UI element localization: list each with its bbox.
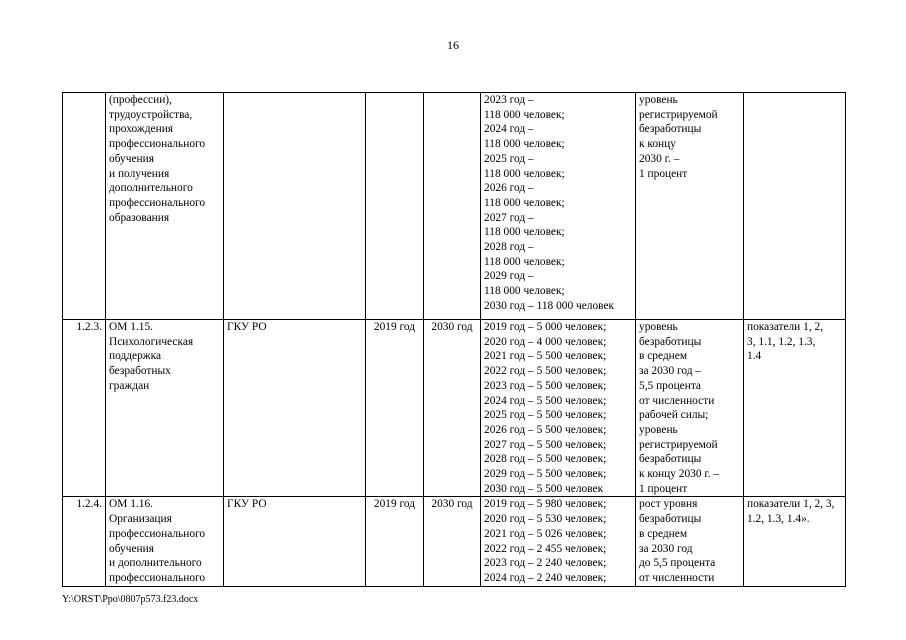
executor: ГКУ РО xyxy=(224,320,366,497)
text-line: граждан xyxy=(109,379,150,392)
measure-name xyxy=(106,497,224,586)
text-line: 118 000 человек; xyxy=(484,285,565,298)
text-line: 2019 год – 5 000 человек; xyxy=(484,321,607,333)
text-line: профессионального xyxy=(109,527,206,540)
text-line: 2027 год – 5 500 человек; xyxy=(484,438,607,451)
text-line: к концу xyxy=(639,138,676,151)
table-row xyxy=(63,497,846,586)
file-path-footer: Y:\ORST\Ppo\0807p573.f23.docx xyxy=(62,594,199,605)
text-line: безработицы xyxy=(639,513,702,526)
text-line: 2028 год – xyxy=(484,241,534,254)
text-line: (профессии), xyxy=(109,94,172,106)
text-line: 2025 год – 5 500 человек; xyxy=(484,409,607,422)
related-indicators xyxy=(744,93,846,320)
target-values xyxy=(481,93,636,320)
text-line: профессионального xyxy=(109,571,206,584)
text-line: 2030 год – 118 000 человек xyxy=(484,299,615,312)
target-values xyxy=(481,497,636,586)
text-line: 2022 год – 5 500 человек; xyxy=(484,365,607,378)
text-line: безработицы xyxy=(639,453,702,466)
text-line: 118 000 человек; xyxy=(484,255,565,268)
text-line: показатели 1, 2, xyxy=(747,321,824,333)
end-year: 2030 год xyxy=(424,497,481,586)
text-line: 118 000 человек; xyxy=(484,226,565,239)
text-line: рост уровня xyxy=(639,498,698,511)
related-indicators xyxy=(744,320,846,497)
start-year: 2019 год xyxy=(366,320,424,497)
text-line: и дополнительного xyxy=(109,557,202,570)
text-line: регистрируемой xyxy=(639,438,718,451)
text-line: за 2030 год – xyxy=(639,365,702,378)
executor xyxy=(224,93,366,320)
text-line: 3, 1.1, 1.2, 1.3, xyxy=(747,335,816,348)
expected-result xyxy=(636,497,744,586)
text-line: 2024 год – 2 240 человек; xyxy=(484,571,607,584)
text-line: 2020 год – 5 530 человек; xyxy=(484,513,607,526)
text-line: 118 000 человек; xyxy=(484,167,565,180)
text-line: 2026 год – 5 500 человек; xyxy=(484,423,607,436)
text-line: 2029 год – 5 500 человек; xyxy=(484,468,607,481)
text-line: дополнительного xyxy=(109,182,193,195)
measure-name xyxy=(106,320,224,497)
expected-result xyxy=(636,320,744,497)
row-number: 1.2.4. xyxy=(63,497,106,586)
text-line: до 5,5 процента xyxy=(639,557,716,570)
row-number xyxy=(63,93,106,320)
text-line: образования xyxy=(109,211,170,224)
text-line: 2028 год – 5 500 человек; xyxy=(484,453,607,466)
expected-result xyxy=(636,93,744,320)
text-line: 2021 год – 5 500 человек; xyxy=(484,350,607,363)
text-line: 2027 год – xyxy=(484,211,534,224)
text-line: прохождения xyxy=(109,123,174,136)
text-line: поддержка xyxy=(109,350,162,363)
text-line: уровень xyxy=(639,321,678,333)
text-line: 1 процент xyxy=(639,167,688,180)
start-year xyxy=(366,93,424,320)
text-line: ОМ 1.16. xyxy=(109,498,153,511)
text-line: в среднем xyxy=(639,350,688,363)
executor: ГКУ РО xyxy=(224,497,366,586)
row-number: 1.2.3. xyxy=(63,320,106,497)
text-line: 118 000 человек; xyxy=(484,196,565,209)
text-line: 2023 год – 5 500 человек; xyxy=(484,379,607,392)
text-line: 2021 год – 5 026 человек; xyxy=(484,527,607,540)
text-line: Психологическая xyxy=(109,335,194,348)
text-line: 2020 год – 4 000 человек; xyxy=(484,335,607,348)
text-line: 2024 год – 5 500 человек; xyxy=(484,394,607,407)
text-line: 2026 год – xyxy=(484,182,534,195)
text-line: обучения xyxy=(109,542,154,555)
end-year: 2030 год xyxy=(424,320,481,497)
text-line: 5,5 процента xyxy=(639,379,701,392)
end-year xyxy=(424,93,481,320)
text-line: 2023 год – xyxy=(484,94,534,106)
text-line: обучения xyxy=(109,152,154,165)
text-line: 2025 год – xyxy=(484,152,534,165)
text-line: уровень xyxy=(639,94,678,106)
text-line: и получения xyxy=(109,167,170,180)
page-number: 16 xyxy=(447,38,459,52)
text-line: 1 процент xyxy=(639,482,688,495)
text-line: к концу 2030 г. – xyxy=(639,468,720,481)
table-body xyxy=(63,93,846,587)
target-values xyxy=(481,320,636,497)
related-indicators xyxy=(744,497,846,586)
text-line: показатели 1, 2, 3, xyxy=(747,498,835,511)
text-line: за 2030 год xyxy=(639,542,693,555)
text-line: 2024 год – xyxy=(484,123,534,136)
text-line: уровень xyxy=(639,423,678,436)
start-year: 2019 год xyxy=(366,497,424,586)
measure-name xyxy=(106,93,224,320)
text-line: профессионального xyxy=(109,196,206,209)
text-line: в среднем xyxy=(639,527,688,540)
text-line: 2030 год – 5 500 человек xyxy=(484,482,604,495)
text-line: 2023 год – 2 240 человек; xyxy=(484,557,607,570)
text-line: ОМ 1.15. xyxy=(109,321,153,333)
text-line: 1.4 xyxy=(747,350,762,363)
text-line: безработицы xyxy=(639,123,702,136)
text-line: безработицы xyxy=(639,335,702,348)
text-line: регистрируемой xyxy=(639,108,718,121)
text-line: безработных xyxy=(109,365,171,378)
text-line: 2030 г. – xyxy=(639,152,680,165)
text-line: 1.2, 1.3, 1.4». xyxy=(747,513,810,526)
program-table xyxy=(62,92,846,587)
text-line: 118 000 человек; xyxy=(484,138,565,151)
text-line: профессионального xyxy=(109,138,206,151)
text-line: рабочей силы; xyxy=(639,409,709,422)
text-line: 2029 год – xyxy=(484,270,534,283)
text-line: от численности xyxy=(639,394,715,407)
text-line: 2019 год – 5 980 человек; xyxy=(484,498,607,511)
text-line: трудоустройства, xyxy=(109,108,193,121)
table-row xyxy=(63,93,846,320)
table-row xyxy=(63,320,846,497)
text-line: Организация xyxy=(109,513,172,526)
text-line: от численности xyxy=(639,571,715,584)
text-line: 118 000 человек; xyxy=(484,108,565,121)
text-line: 2022 год – 2 455 человек; xyxy=(484,542,607,555)
